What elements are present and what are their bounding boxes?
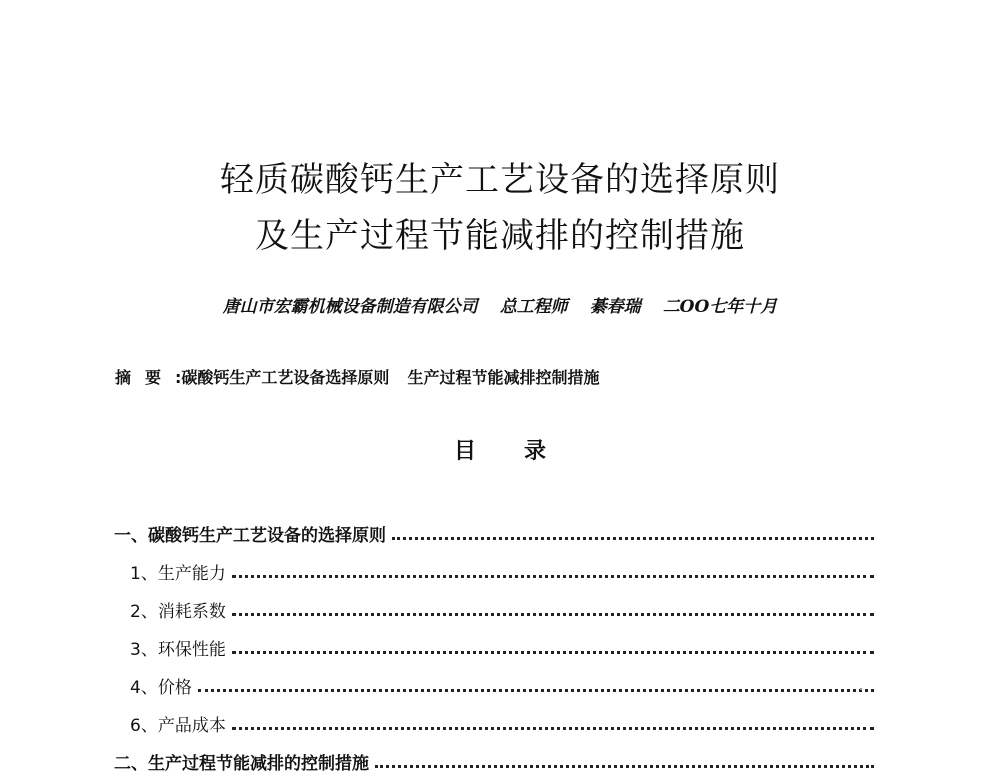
dot-leader <box>198 689 874 692</box>
toc-entry-text: 3、环保性能 <box>130 640 226 660</box>
toc-entry[interactable] <box>114 508 874 546</box>
table-of-contents <box>114 508 874 774</box>
toc-entry-text: 二、生产过程节能减排的控制措施 <box>114 754 369 774</box>
byline <box>0 292 1000 317</box>
toc-heading-char-2: 录 <box>524 439 547 464</box>
abstract-label: 摘要 <box>115 368 176 387</box>
abstract <box>115 365 599 388</box>
byline-company: 唐山市宏霸机械设备制造有限公司 <box>222 297 478 317</box>
dot-leader <box>375 765 874 768</box>
toc-entry-text: 2、消耗系数 <box>130 602 226 622</box>
toc-entry-text: 6、产品成本 <box>130 716 226 736</box>
abstract-separator: : <box>175 368 182 387</box>
dot-leader <box>232 575 874 578</box>
toc-entry[interactable] <box>114 546 874 584</box>
dot-leader <box>392 537 874 540</box>
document-title-line-1: 轻质碳酸钙生产工艺设备的选择原则 <box>220 160 780 200</box>
toc-entry-text: 一、碳酸钙生产工艺设备的选择原则 <box>114 526 386 546</box>
toc-heading-char-1: 目 <box>453 439 476 464</box>
toc-heading <box>0 434 1000 465</box>
toc-entry[interactable] <box>114 584 874 622</box>
toc-entry[interactable] <box>114 660 874 698</box>
abstract-keyword-2: 生产过程节能减排控制措施 <box>407 368 600 387</box>
byline-author: 綦春瑞 <box>589 297 641 317</box>
dot-leader <box>232 727 874 730</box>
document-title-line-2: 及生产过程节能减排的控制措施 <box>255 216 745 256</box>
byline-date: 二OO七年十月 <box>662 297 778 317</box>
scan-speck <box>860 688 862 690</box>
toc-entry[interactable] <box>114 622 874 660</box>
toc-entry-text: 4、价格 <box>130 678 192 698</box>
dot-leader <box>232 651 874 654</box>
toc-entry-text: 1、生产能力 <box>130 564 226 584</box>
toc-entry[interactable] <box>114 736 874 774</box>
toc-entry[interactable] <box>114 698 874 736</box>
byline-role: 总工程师 <box>499 297 568 317</box>
dot-leader <box>232 613 874 616</box>
abstract-keyword-1: 碳酸钙生产工艺设备选择原则 <box>181 368 390 387</box>
